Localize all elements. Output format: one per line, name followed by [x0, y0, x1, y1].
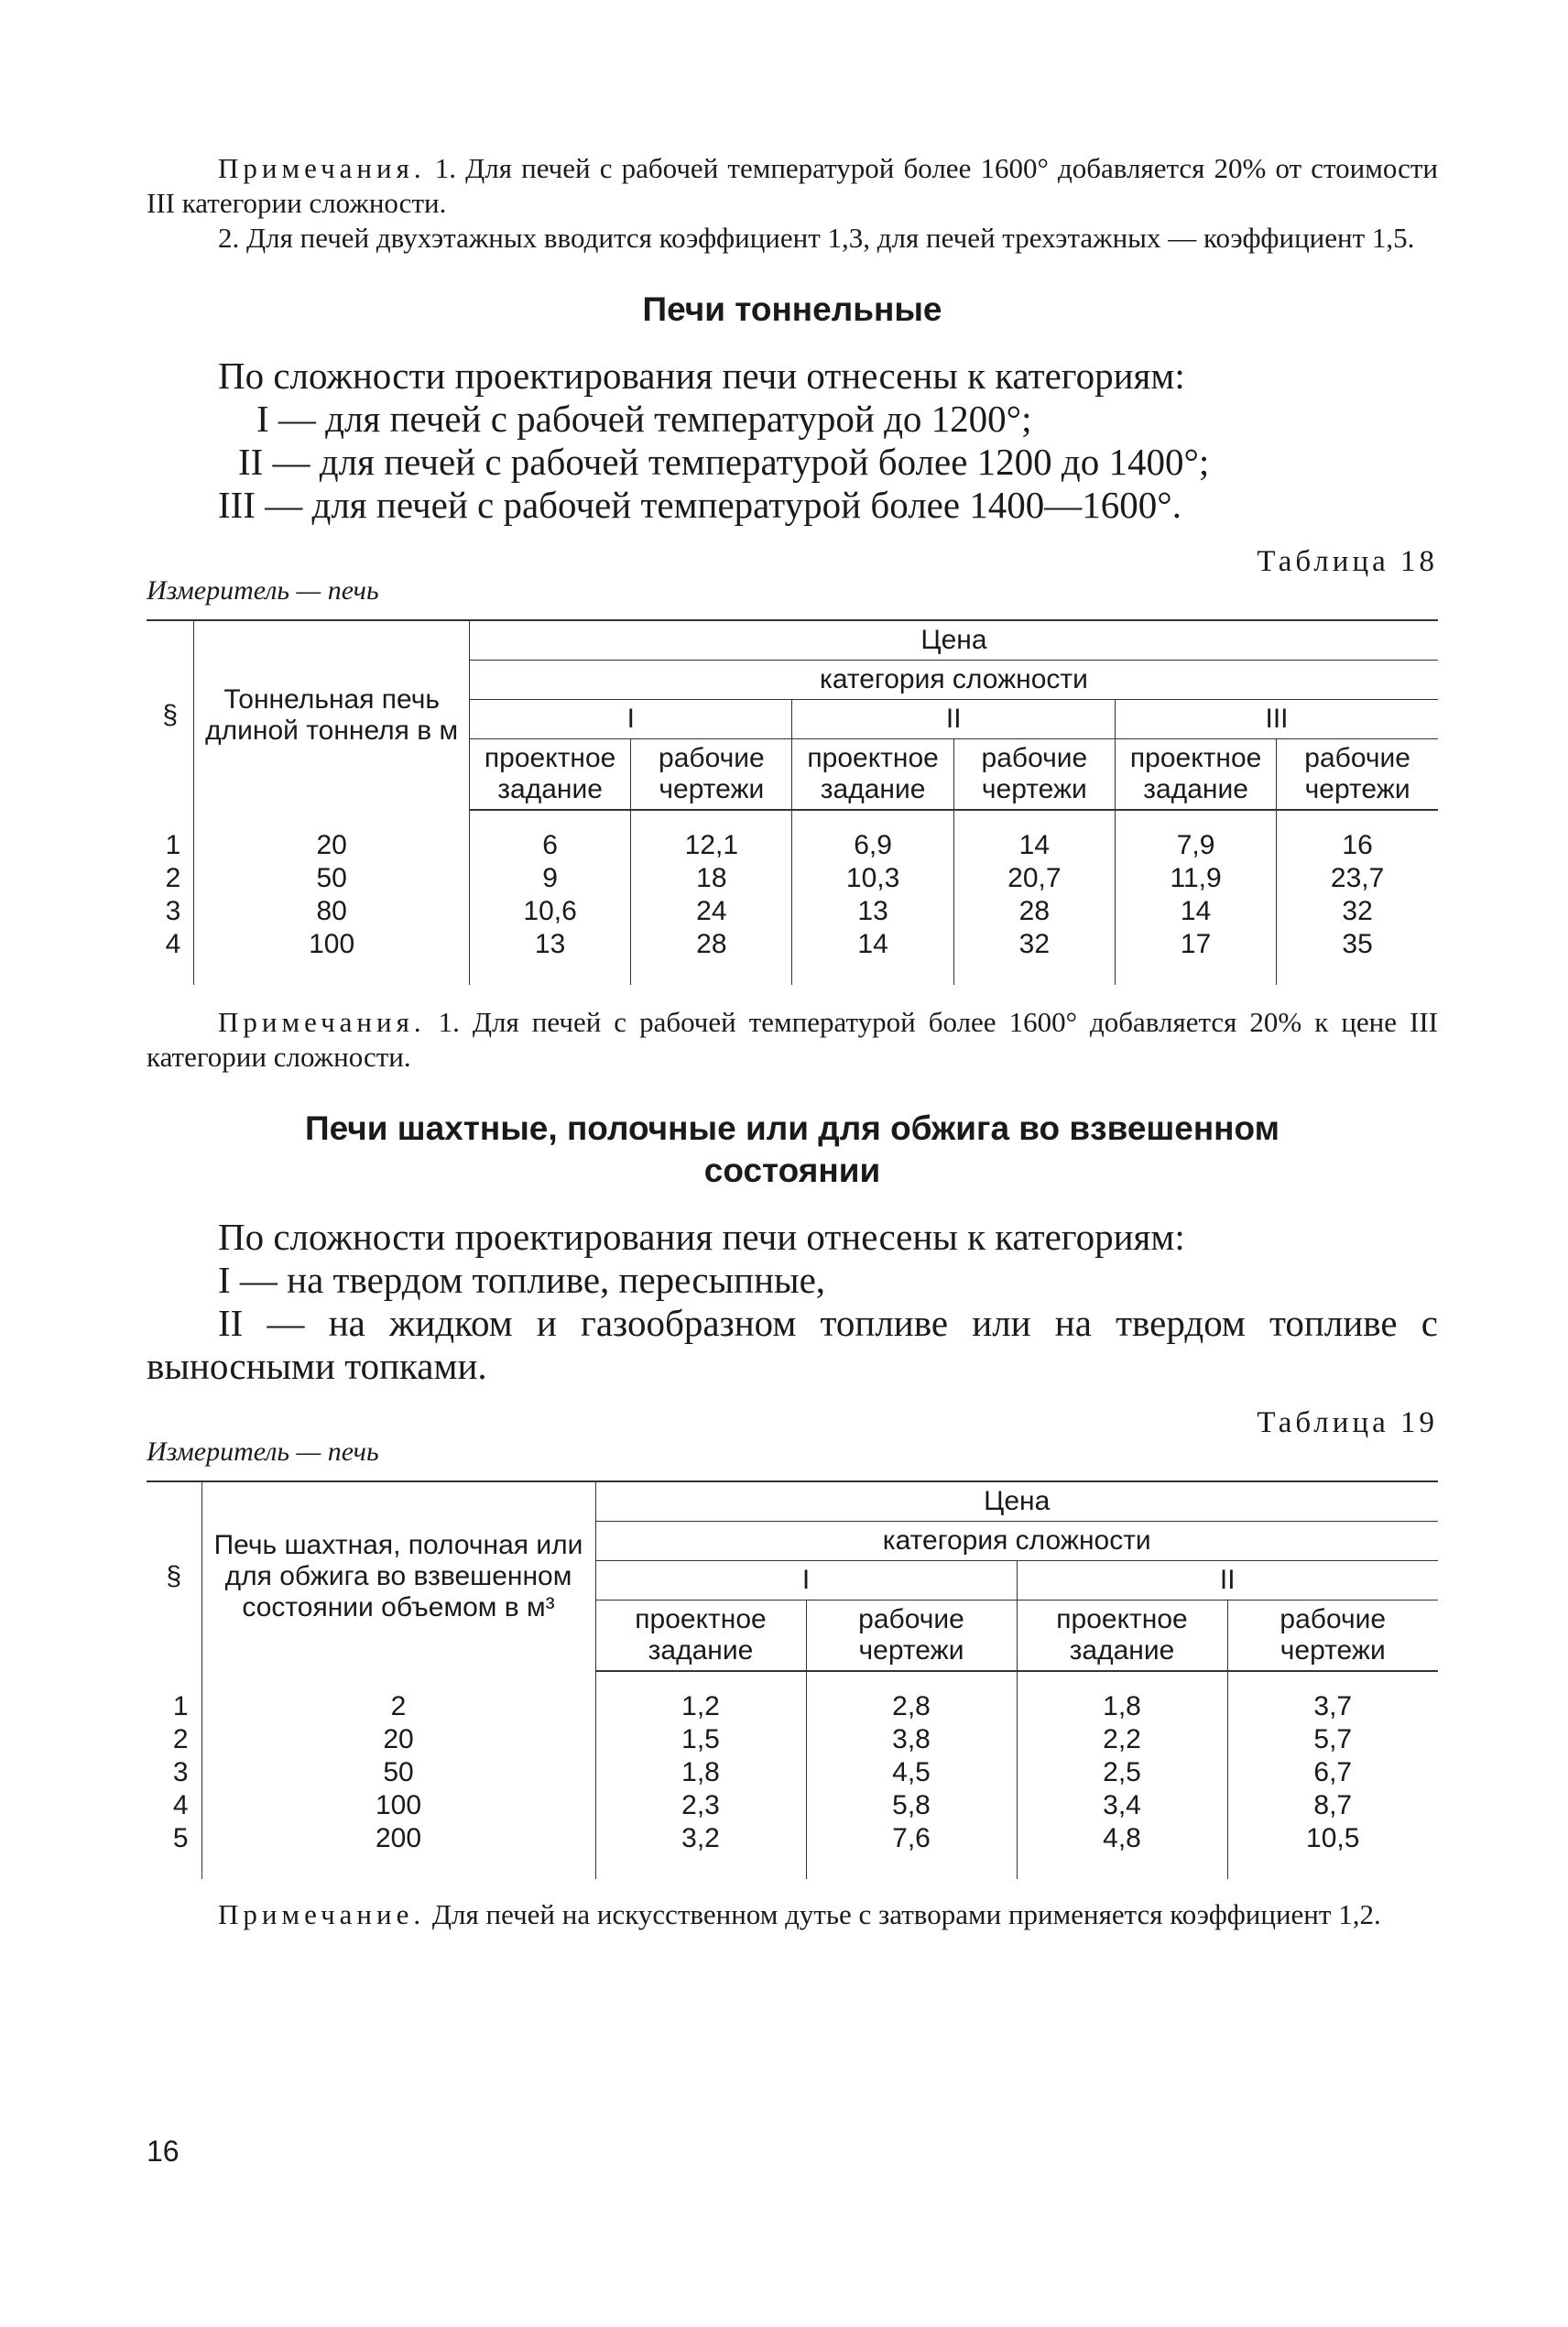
- section-intro-tunnel: [147, 355, 1438, 527]
- header-sub-project: проектное задание: [1115, 739, 1276, 811]
- price-cell: 3,8: [806, 1723, 1017, 1756]
- header-cat-2: II: [1017, 1561, 1438, 1600]
- price-cell: 16: [1277, 810, 1438, 862]
- intro-line: По сложности проектирования печи отнесены к категориям:: [218, 355, 1185, 397]
- price-cell: 32: [953, 928, 1115, 985]
- tunnel-length: 100: [194, 928, 470, 985]
- table-row: [147, 1789, 1438, 1822]
- price-cell: 32: [1277, 895, 1438, 928]
- table-19-body: [147, 1671, 1438, 1879]
- furnace-volume: 20: [201, 1723, 595, 1756]
- price-cell: 2,5: [1017, 1756, 1227, 1789]
- header-sub-project: проектное задание: [595, 1600, 806, 1672]
- price-cell: 10,3: [792, 862, 953, 895]
- section-intro-shaft: [147, 1216, 1438, 1388]
- header-price: Цена: [595, 1481, 1438, 1522]
- header-cat-1: I: [595, 1561, 1017, 1600]
- top-note-1: [147, 151, 1438, 221]
- price-cell: 14: [953, 810, 1115, 862]
- furnace-volume: 2: [201, 1671, 595, 1723]
- row-number: 5: [172, 1823, 189, 1853]
- category-2-line: II — для печей с рабочей температурой более 1200 до 1400°;: [238, 441, 1210, 483]
- table-row: [147, 810, 1438, 862]
- price-cell: 8,7: [1227, 1789, 1438, 1822]
- price-cell: 6,9: [792, 810, 953, 862]
- category-3-line: III — для печей с рабочей температурой более 1400—1600°.: [218, 484, 1181, 526]
- page-number: 16: [147, 2135, 180, 2168]
- price-cell: 4,5: [806, 1756, 1017, 1789]
- header-price: Цена: [469, 620, 1438, 661]
- price-cell: 24: [631, 895, 792, 928]
- row-number: 4: [165, 929, 181, 959]
- price-cell: 17: [1115, 928, 1276, 985]
- price-cell: 2,3: [595, 1789, 806, 1822]
- price-cell: 14: [792, 928, 953, 985]
- price-cell: 10,6: [469, 895, 630, 928]
- price-cell: 5,7: [1227, 1723, 1438, 1756]
- price-cell: 1,8: [595, 1756, 806, 1789]
- note-text: 1. Для печей с рабочей температурой более 1600° добавляется 20% к цене III категории сложности.: [147, 1006, 1439, 1073]
- section-title-shaft: Печи шахтные, полочные или для обжига во взвешенном состоянии: [304, 1109, 1280, 1189]
- header-sub-drawings: рабочие чертежи: [631, 739, 792, 811]
- table-row: [147, 895, 1438, 928]
- price-cell: 6,7: [1227, 1756, 1438, 1789]
- table-row: [147, 862, 1438, 895]
- price-cell: 14: [1115, 895, 1276, 928]
- price-cell: 10,5: [1227, 1822, 1438, 1879]
- price-cell: 5,8: [806, 1789, 1017, 1822]
- row-number: 1: [172, 1690, 189, 1721]
- category-1-line: I — на твердом топливе, пересыпные,: [218, 1259, 826, 1301]
- price-cell: 7,6: [806, 1822, 1017, 1879]
- price-cell: 4,8: [1017, 1822, 1227, 1879]
- header-cat-3: III: [1115, 700, 1438, 739]
- table-18-body: [147, 810, 1438, 985]
- intro-line: По сложности проектирования печи отнесены к категориям:: [218, 1216, 1185, 1258]
- note-lead: Примечания.: [218, 152, 426, 184]
- note-text: Для печей на искусственном дутье с затворами применяется коэффициент 1,2.: [431, 1898, 1381, 1930]
- price-cell: 20,7: [953, 862, 1115, 895]
- header-sub-project: проектное задание: [469, 739, 630, 811]
- price-cell: 35: [1277, 928, 1438, 985]
- table-19: [147, 1480, 1438, 1879]
- price-cell: 2,8: [806, 1671, 1017, 1723]
- price-cell: 3,7: [1227, 1671, 1438, 1723]
- header-sub-project: проектное задание: [792, 739, 953, 811]
- header-sub-drawings: рабочие чертежи: [806, 1600, 1017, 1672]
- price-cell: 23,7: [1277, 862, 1438, 895]
- tunnel-length: 80: [194, 895, 470, 928]
- table-row: [147, 1822, 1438, 1879]
- header-furnace-volume: Печь шахтная, полочная или для обжига во взвешенном состоянии объемом в м³: [201, 1481, 595, 1671]
- header-sub-drawings: рабочие чертежи: [953, 739, 1115, 811]
- table-19-note: [147, 1897, 1438, 1932]
- header-category: категория сложности: [469, 661, 1438, 700]
- table-row: [147, 1756, 1438, 1789]
- note-text: 1. Для печей с рабочей температурой более 1600° добавляется 20% от стоимости III категории сложности.: [147, 152, 1439, 219]
- header-category: категория сложности: [595, 1522, 1438, 1561]
- price-cell: 6: [469, 810, 630, 862]
- note-lead: Примечание.: [218, 1898, 426, 1930]
- header-paragraph: §: [147, 1481, 201, 1671]
- header-sub-drawings: рабочие чертежи: [1277, 739, 1438, 811]
- row-number: 2: [172, 1724, 189, 1754]
- tunnel-length: 20: [194, 810, 470, 862]
- note-lead: Примечания.: [218, 1006, 426, 1038]
- price-cell: 2,2: [1017, 1723, 1227, 1756]
- price-cell: 13: [469, 928, 630, 985]
- category-2-line: II — на жидком и газообразном топливе или на твердом топливе с выносными топками.: [147, 1302, 1438, 1387]
- price-cell: 28: [631, 928, 792, 985]
- header-sub-drawings: рабочие чертежи: [1227, 1600, 1438, 1672]
- price-cell: 12,1: [631, 810, 792, 862]
- row-number: 4: [172, 1790, 189, 1820]
- furnace-volume: 100: [201, 1789, 595, 1822]
- top-note-2: 2. Для печей двухэтажных вводится коэффициент 1,3, для печей трехэтажных — коэффициент 1,5.: [218, 222, 1415, 254]
- header-cat-2: II: [792, 700, 1116, 739]
- price-cell: 1,5: [595, 1723, 806, 1756]
- table-19-caption: Таблица 19: [1257, 1406, 1438, 1439]
- table-18-caption: Таблица 18: [1257, 545, 1438, 578]
- price-cell: 1,2: [595, 1671, 806, 1723]
- row-number: 2: [165, 863, 181, 893]
- page: [147, 151, 1438, 1932]
- category-1-line: I — для печей с рабочей температурой до 1200°;: [256, 398, 1032, 440]
- header-sub-project: проектное задание: [1017, 1600, 1227, 1672]
- table-18-meter: Измеритель — печь: [147, 575, 379, 606]
- price-cell: 7,9: [1115, 810, 1276, 862]
- header-tunnel-length: Тоннельная печь длиной тоннеля в м: [194, 620, 470, 810]
- price-cell: 13: [792, 895, 953, 928]
- tunnel-length: 50: [194, 862, 470, 895]
- table-19-meter: Измеритель — печь: [147, 1437, 379, 1467]
- section-title-tunnel: Печи тоннельные: [642, 290, 942, 328]
- price-cell: 28: [953, 895, 1115, 928]
- price-cell: 18: [631, 862, 792, 895]
- price-cell: 11,9: [1115, 862, 1276, 895]
- row-number: 3: [165, 896, 181, 926]
- row-number: 1: [165, 829, 181, 860]
- price-cell: 1,8: [1017, 1671, 1227, 1723]
- table-18-note: [147, 1005, 1438, 1075]
- table-row: [147, 1723, 1438, 1756]
- header-cat-1: I: [469, 700, 792, 739]
- row-number: 3: [172, 1757, 189, 1787]
- header-paragraph: §: [147, 620, 194, 810]
- furnace-volume: 200: [201, 1822, 595, 1879]
- table-row: [147, 928, 1438, 985]
- price-cell: 3,4: [1017, 1789, 1227, 1822]
- price-cell: 9: [469, 862, 630, 895]
- furnace-volume: 50: [201, 1756, 595, 1789]
- price-cell: 3,2: [595, 1822, 806, 1879]
- table-row: [147, 1671, 1438, 1723]
- table-18: [147, 619, 1438, 985]
